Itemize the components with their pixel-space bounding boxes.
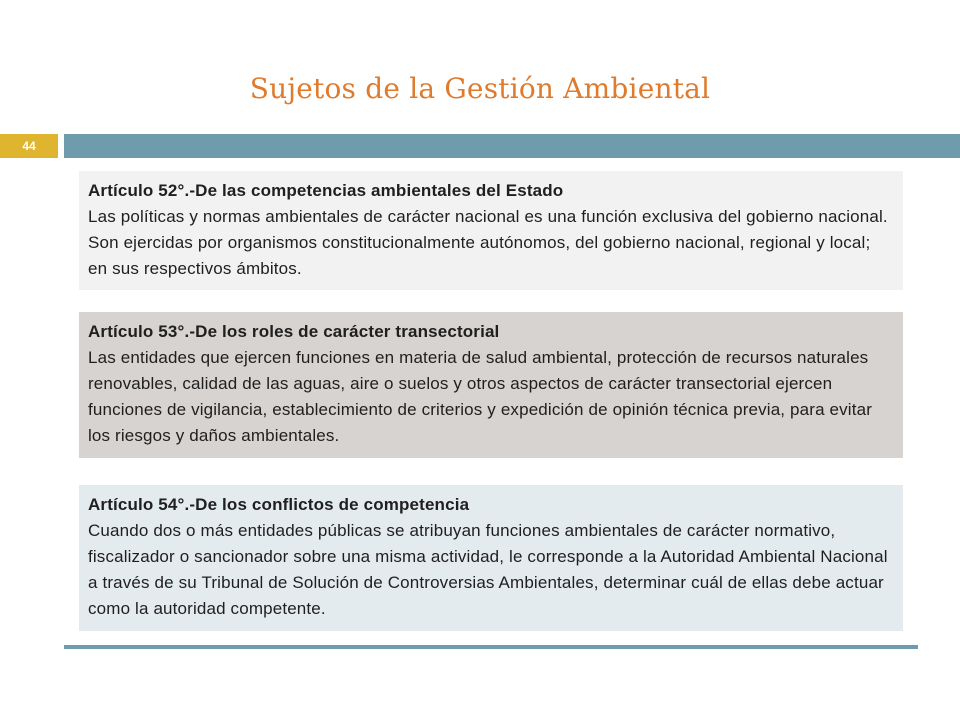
slide-title: Sujetos de la Gestión Ambiental xyxy=(249,72,711,105)
article-52-box xyxy=(79,171,903,290)
article-53-heading: Artículo 53°.-De los roles de carácter transectorial xyxy=(88,322,500,341)
article-52-body: Las políticas y normas ambientales de carácter nacional es una función exclusiva del gobierno nacional. Son ejercidas por organismos constitucionalmente autónomos, del gobierno nacional, regional y local; en sus respectivos ámbitos. xyxy=(88,207,888,278)
article-54-heading: Artículo 54°.-De los conflictos de competencia xyxy=(88,495,470,514)
page-number-badge: 44 xyxy=(0,134,58,158)
article-53-body: Las entidades que ejercen funciones en materia de salud ambiental, protección de recursos naturales renovables, calidad de las aguas, aire o suelos y otros aspectos de carácter transectorial ejercen funciones de vigilancia, establecimiento de criterios y expedición de opinión técnica previa, para evitar los riesgos y daños ambientales. xyxy=(88,348,873,445)
article-54-box xyxy=(79,485,903,631)
article-53-box xyxy=(79,312,903,458)
article-52-heading: Artículo 52°.-De las competencias ambientales del Estado xyxy=(88,181,564,200)
header-bar xyxy=(64,134,960,158)
article-54-body: Cuando dos o más entidades públicas se atribuyan funciones ambientales de carácter normativo, fiscalizador o sancionador sobre una misma actividad, le corresponde a la Autoridad Ambiental Nacional a través de su Tribunal de Solución de Controversias Ambientales, determinar cuál de ellas debe actuar como la autoridad competente. xyxy=(88,521,888,618)
footer-divider xyxy=(64,645,918,649)
